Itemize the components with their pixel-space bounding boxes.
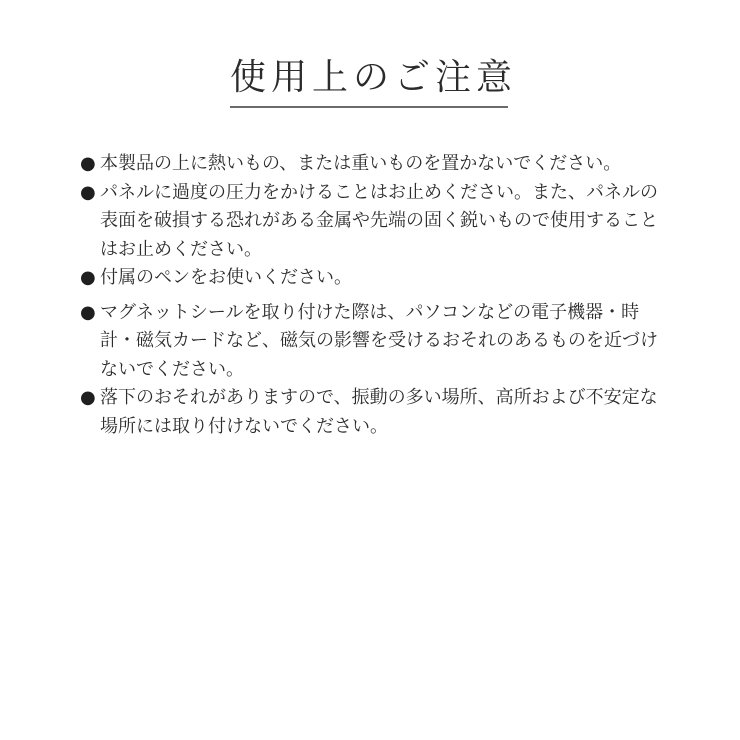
bullet-icon: ● (80, 267, 96, 288)
note-text: マグネットシールを取り付けた際は、パソコンなどの電子機器・時計・磁気カードなど、磁気の影響を受けるおそれのあるものを近づけないでください。 (100, 301, 658, 380)
list-item (80, 179, 675, 265)
list-item (80, 264, 675, 293)
note-text: 落下のおそれがありますので、振動の多い場所、高所および不安定な場所には取り付けないでください。 (100, 387, 658, 437)
list-item (80, 299, 675, 385)
bullet-icon: ● (80, 387, 96, 408)
page-title: 使用上のご注意 (230, 57, 518, 98)
precautions-list (80, 150, 675, 441)
title-underline (230, 106, 508, 108)
note-text: 本製品の上に熱いもの、または重いものを置かないでください。 (100, 153, 622, 174)
note-text: 付属のペンをお使いください。 (100, 267, 352, 288)
bullet-icon: ● (80, 181, 96, 203)
list-item (80, 384, 675, 441)
bullet-icon: ● (80, 301, 96, 323)
bullet-icon: ● (80, 153, 96, 174)
list-item (80, 150, 675, 179)
note-text: パネルに過度の圧力をかけることはお止めください。また、パネルの表面を破損する恐れがある金属や先端の固く鋭いもので使用することはお止めください。 (100, 181, 658, 260)
